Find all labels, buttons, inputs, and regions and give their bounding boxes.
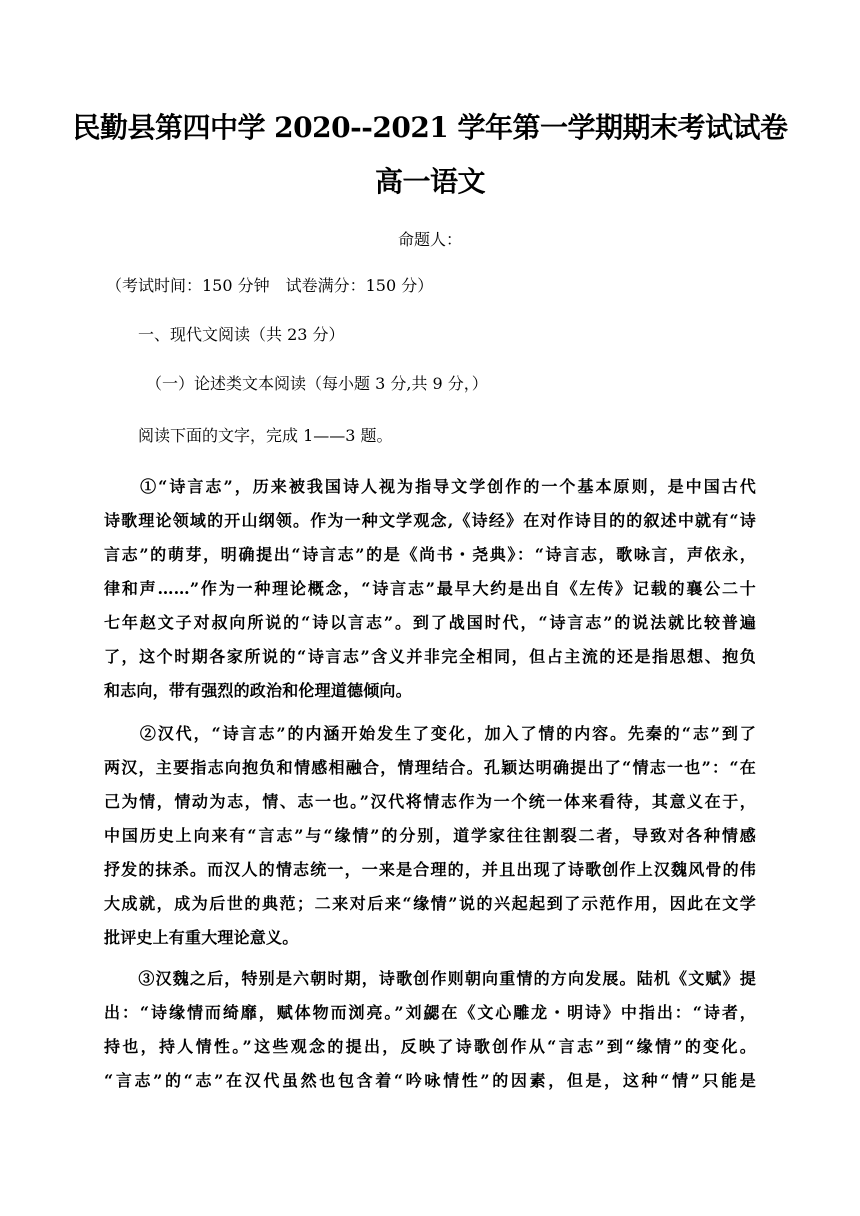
reading-instruction: 阅读下面的文字，完成 1——3 题。	[138, 426, 393, 445]
section-title: 一、现代文阅读（共 23 分）	[138, 325, 345, 344]
paragraph-line: 持也，持人情性。”这些观念的提出，反映了诗歌创作从“言志”到“缘情”的变化。	[104, 1037, 756, 1056]
paragraph-line: 两汉，主要指志向抱负和情感相融合，情理结合。孔颖达明确提出了“情志一也”：“在	[104, 758, 756, 777]
subsection-title: （一）论述类文本阅读（每小题 3 分,共 9 分，）	[146, 374, 488, 393]
paragraph-line: “言志”的“志”在汉代虽然也包含着“吟咏情性”的因素，但是，这种“情”只能是	[104, 1071, 756, 1090]
exam-info: （考试时间：150 分钟 试卷满分：150 分）	[106, 276, 434, 295]
paragraph-line: 律和声……”作为一种理论概念，“诗言志”最早大约是出自《左传》记载的襄公二十	[104, 579, 756, 598]
paragraph-line: 大成就，成为后世的典范；二来对后来“缘情”说的兴起起到了示范作用，因此在文学	[104, 894, 756, 913]
paragraph-1	[104, 470, 756, 708]
paragraph-line: 言志”的萌芽，明确提出“诗言志”的是《尚书・尧典》：“诗言志，歌咏言，声依永，	[104, 545, 756, 564]
paragraph-line: ①“诗言志”，历来被我国诗人视为指导文学创作的一个基本原则，是中国古代	[104, 477, 756, 496]
paragraph-3	[104, 962, 756, 1098]
paragraph-line: 了，这个时期各家所说的“诗言志”含义并非完全相同，但占主流的还是指思想、抱负	[104, 647, 756, 666]
paragraph-line: 和志向，带有强烈的政治和伦理道德倾向。	[104, 681, 412, 700]
exam-title: 民勤县第四中学 2020--2021 学年第一学期期末考试试卷	[72, 111, 788, 144]
paragraph-line: 七年赵文子对叔向所说的“诗以言志”。到了战国时代，“诗言志”的说法就比较普遍	[104, 613, 756, 632]
paragraph-line: ③汉魏之后，特别是六朝时期，诗歌创作则朝向重情的方向发展。陆机《文赋》提	[104, 969, 756, 988]
paragraph-line: 诗歌理论领域的开山纲领。作为一种文学观念,《诗经》在对作诗目的的叙述中就有“诗	[104, 511, 756, 530]
paragraph-2	[104, 717, 756, 955]
paragraph-line: 中国历史上向来有“言志”与“缘情”的分别，道学家往往割裂二者，导致对各种情感	[104, 826, 756, 845]
paragraph-line: 出：“诗缘情而绮靡，赋体物而浏亮。”刘勰在《文心雕龙・明诗》中指出：“诗者，	[104, 1003, 756, 1022]
paragraph-line: 批评史上有重大理论意义。	[104, 928, 299, 947]
subject-title: 高一语文	[374, 165, 485, 198]
paragraph-line: 抒发的抹杀。而汉人的情志统一，一来是合理的，并且出现了诗歌创作上汉魏风骨的伟	[104, 860, 756, 879]
paragraph-line: ②汉代，“诗言志”的内涵开始发生了变化，加入了情的内容。先秦的“志”到了	[104, 724, 756, 743]
paragraph-line: 己为情，情动为志，情、志一也。”汉代将情志作为一个统一体来看待，其意义在于，	[104, 792, 756, 811]
author-label: 命题人：	[397, 230, 462, 249]
